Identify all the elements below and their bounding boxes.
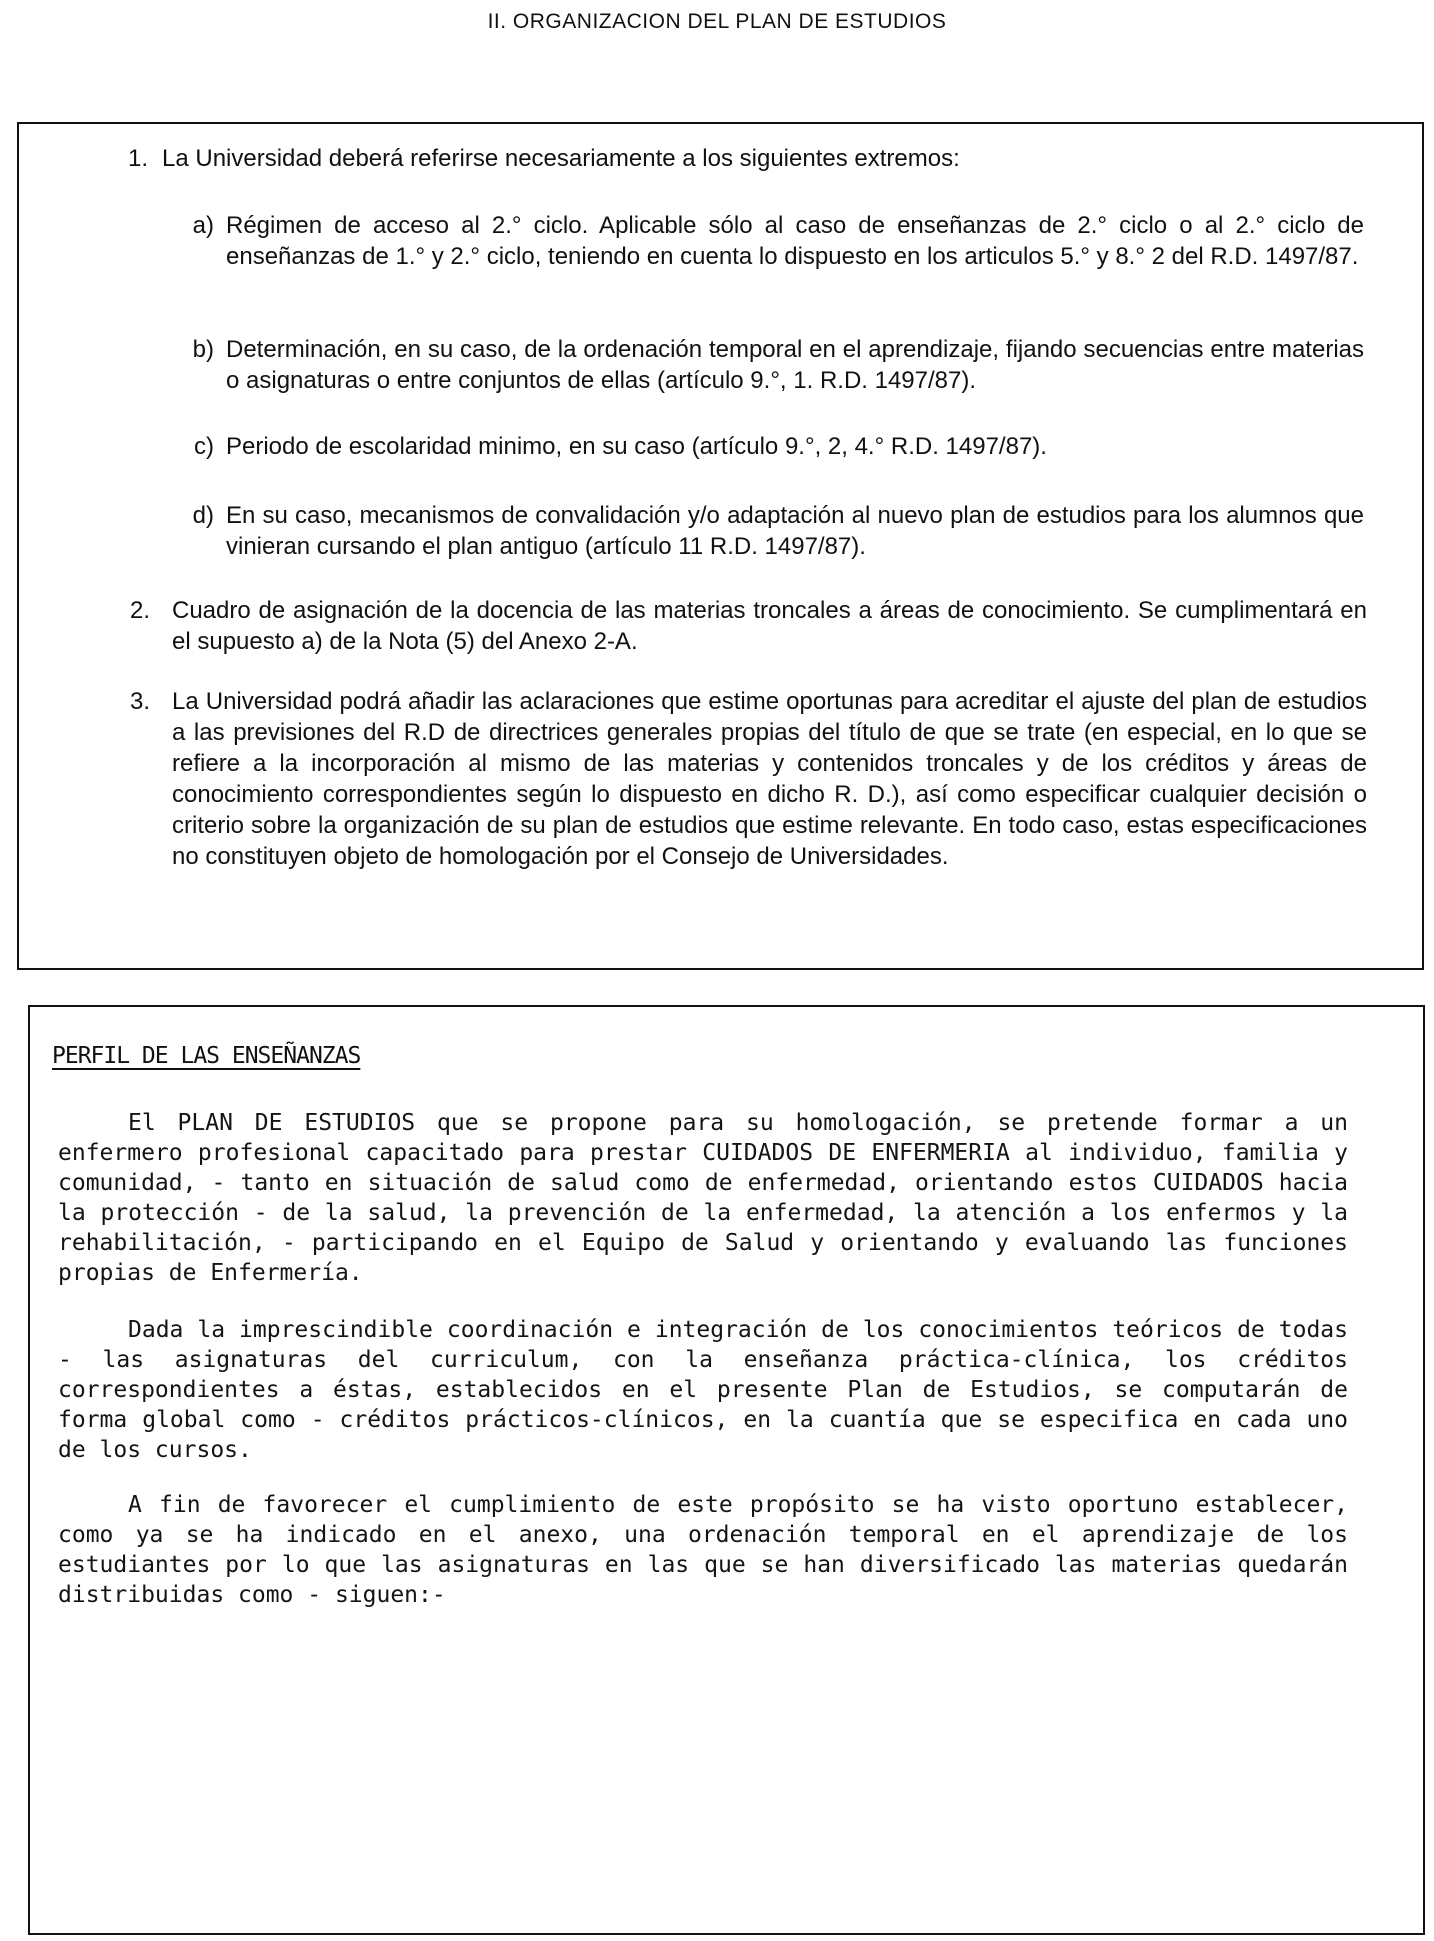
- sub-item-text: Periodo de escolaridad minimo, en su caso (artículo 9.°, 2, 4.° R.D. 1497/87).: [226, 433, 1047, 460]
- sub-item-label: d): [192, 502, 214, 529]
- perfil-paragraph-1: El PLAN DE ESTUDIOS que se propone para su homologación, se pretende formar a un enfermero profesional capacitado para prestar CUIDADOS DE ENFERMERIA al individuo, familia y comunidad, - tanto en situación de salud como de enfermedad, orientando estos CUIDADOS hacia la protección - de la salud, la prevención de la enfermedad, la atención a los enfermos y la rehabilitación, - participando en el Equipo de Salud y orientando y evaluando las funciones propias de Enfermería.: [58, 1110, 1348, 1286]
- sub-item-text: Régimen de acceso al 2.° ciclo. Aplicable sólo al caso de enseñanzas de 2.° ciclo o al 2.° ciclo de enseñanzas de 1.° y 2.° ciclo, teniendo en cuenta lo dispuesto en los articulos 5.° y 8.° 2 del R.D. 1497/87.: [226, 212, 1364, 270]
- instruction-item-1: [122, 143, 1372, 174]
- sub-item-label: a): [192, 212, 214, 239]
- sub-item-text: En su caso, mecanismos de convalidación y/o adaptación al nuevo plan de estudios para los alumnos que vinieran cursando el plan antiguo (artículo 11 R.D. 1497/87).: [226, 502, 1364, 560]
- instruction-item-3: [122, 686, 1367, 872]
- perfil-paragraph-3: A fin de favorecer el cumplimiento de este propósito se ha visto oportuno establecer, como ya se ha indicado en el anexo, una ordenación temporal en el aprendizaje de los estudiantes por lo que las asignaturas en las que se han diversificado las materias quedarán distribuidas como - siguen:-: [58, 1492, 1348, 1608]
- sub-item-text: Determinación, en su caso, de la ordenación temporal en el aprendizaje, fijando secuencias entre materias o asignaturas o entre conjuntos de ellas (artículo 9.°, 1. R.D. 1497/87).: [226, 336, 1364, 394]
- item-text: Cuadro de asignación de la docencia de las materias troncales a áreas de conocimiento. Se cumplimentará en el supuesto a) de la Nota (5) del Anexo 2-A.: [172, 597, 1367, 655]
- sub-item-a: [184, 210, 1364, 272]
- sub-item-b: [184, 334, 1364, 396]
- sub-item-d: [184, 500, 1364, 562]
- sub-item-label: c): [194, 433, 214, 460]
- item-text: La Universidad podrá añadir las aclaraciones que estime oportunas para acreditar el ajuste del plan de estudios a las previsiones del R.D de directrices generales propias del título de que se trate (en especial, en lo que se refiere a la incorporación al mismo de las materias y contenidos troncales y de los créditos y áreas de conocimiento correspondientes según lo dispuesto en dicho R. D.), así como especificar cualquier decisión o criterio sobre la organización de su plan de estudios que estime relevante. En todo caso, estas especificaciones no constituyen objeto de homologación por el Consejo de Universidades.: [172, 688, 1367, 870]
- instruction-item-2: [122, 595, 1367, 657]
- page-title: II. ORGANIZACION DEL PLAN DE ESTUDIOS: [487, 10, 947, 33]
- perfil-paragraph-2: Dada la imprescindible coordinación e integración de los conocimientos teóricos de todas - las asignaturas del curriculum, con la enseñanza práctica-clínica, los créditos correspondientes a éstas, establecidos en el presente Plan de Estudios, se computarán de forma global como - créditos prácticos-clínicos, en la cuantía que se especifica en cada uno de los cursos.: [58, 1317, 1348, 1463]
- sub-item-label: b): [192, 336, 214, 363]
- section-heading: PERFIL DE LAS ENSEÑANZAS: [52, 1043, 361, 1069]
- item-number: 1.: [127, 145, 148, 172]
- item-number: 3.: [129, 688, 150, 715]
- sub-item-c: [184, 431, 1364, 462]
- item-text: La Universidad deberá referirse necesariamente a los siguientes extremos:: [162, 145, 960, 172]
- item-number: 2.: [129, 597, 150, 624]
